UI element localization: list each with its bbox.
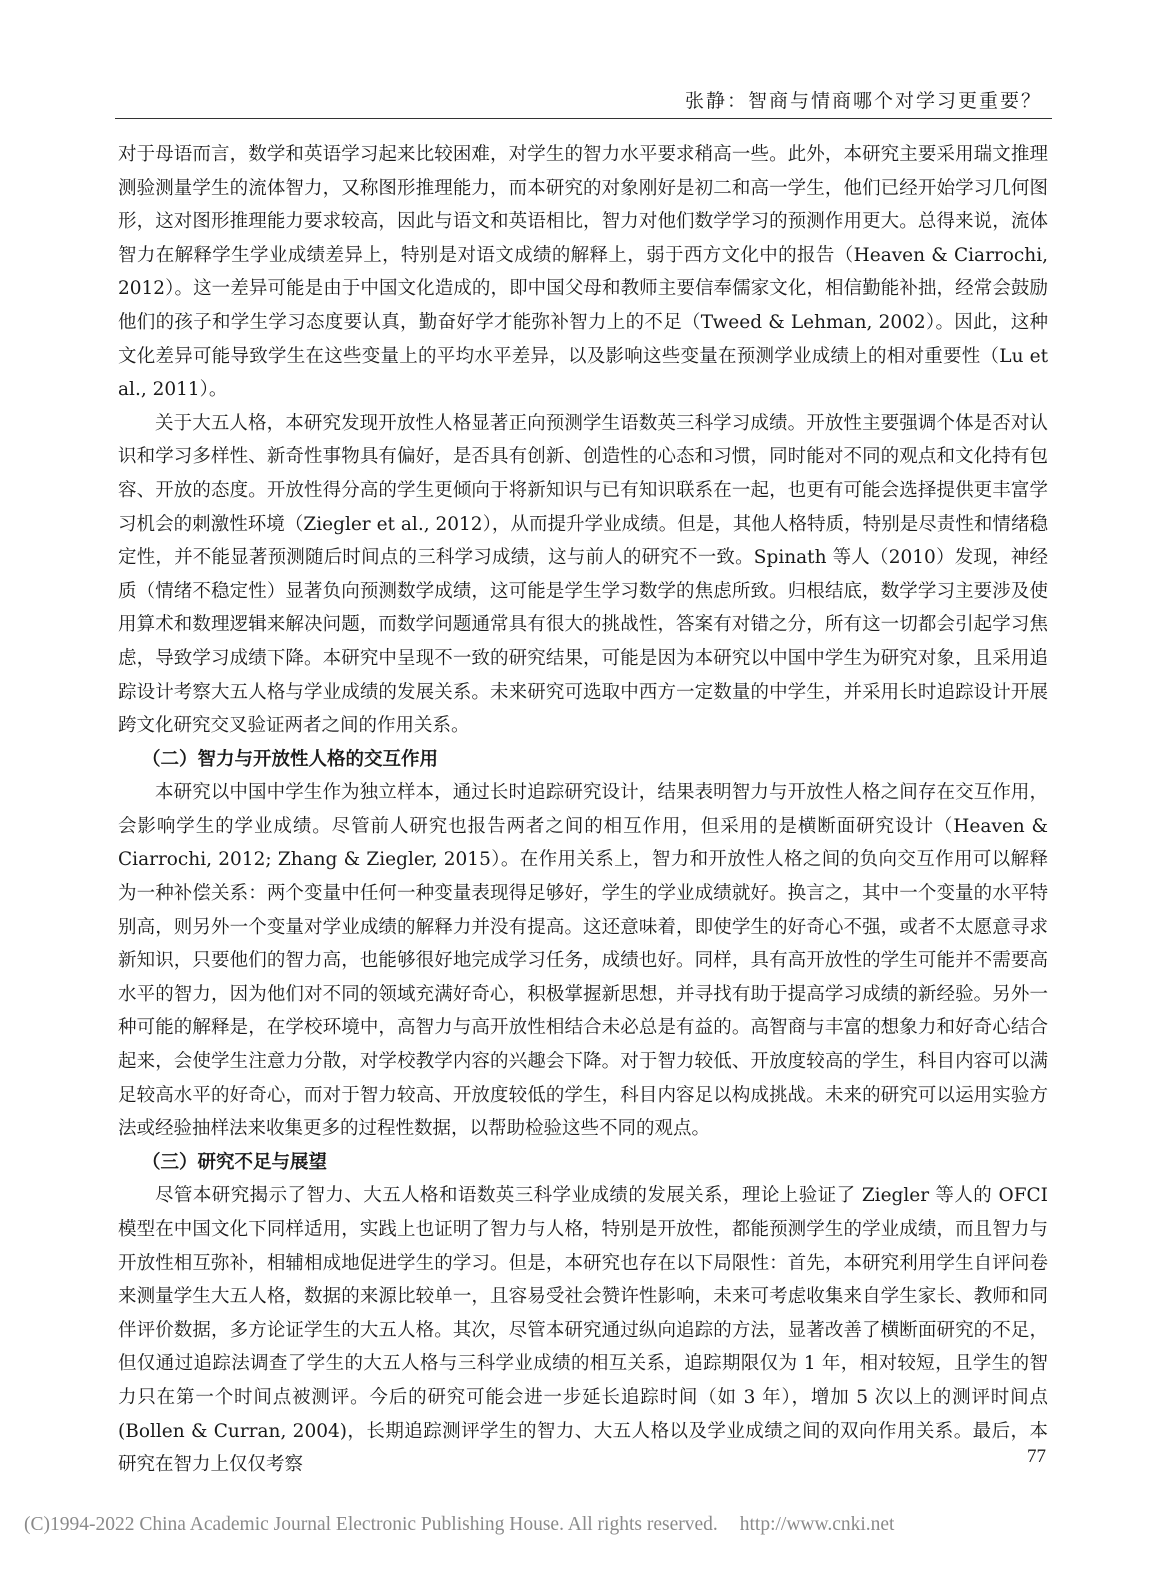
copyright-text: (C)1994-2022 China Academic Journal Electronic Publishing House. All rights reserved.: [24, 1514, 718, 1535]
running-header: 张静：智商与情商哪个对学习更重要？: [684, 90, 1042, 112]
header-divider: [115, 118, 1052, 119]
paragraph-3: 本研究以中国中学生作为独立样本，通过长时追踪研究设计，结果表明智力与开放性人格之间存在交互作用，会影响学生的学业成绩。尽管前人研究也报告两者之间的相互作用，但采用的是横断面研究设计（Heaven & Ciarrochi, 2012; Zhang & Ziegler, 2015）。在作用关系上，智力和开放性人格之间的负向交互作用可以解释为一种补偿关系：两个变量中任何一种变量表现得足够好，学生的学业成绩就好。换言之，其中一个变量的水平特别高，则另外一个变量对学业成绩的解释力并没有提高。这还意味着，即使学生的好奇心不强，或者不太愿意寻求新知识，只要他们的智力高，也能够很好地完成学习任务，成绩也好。同样，具有高开放性的学生可能并不需要高水平的智力，因为他们对不同的领域充满好奇心，积极掌握新思想，并寻找有助于提高学习成绩的新经验。另外一种可能的解释是，在学校环境中，高智力与高开放性相结合未必总是有益的。高智商与丰富的想象力和好奇心结合起来，会使学生注意力分散，对学校教学内容的兴趣会下降。对于智力较低、开放度较高的学生，科目内容可以满足较高水平的好奇心，而对于智力较高、开放度较低的学生，科目内容足以构成挑战。未来的研究可以运用实验方法或经验抽样法来收集更多的过程性数据，以帮助检验这些不同的观点。: [118, 782, 1048, 1140]
page-number: 77: [1027, 1446, 1046, 1467]
article-body: [118, 138, 1048, 1482]
section-heading-3: （三）研究不足与展望: [142, 1151, 328, 1173]
section-heading-2: （二）智力与开放性人格的交互作用: [142, 748, 439, 770]
paragraph-4: 尽管本研究揭示了智力、大五人格和语数英三科学业成绩的发展关系，理论上验证了 Ziegler 等人的 OFCI 模型在中国文化下同样适用，实践上也证明了智力与人格，特别是开放性，都能预测学生的学业成绩，而且智力与开放性相互弥补，相辅相成地促进学生的学习。但是，本研究也存在以下局限性：首先，本研究利用学生自评问卷来测量学生大五人格，数据的来源比较单一，且容易受社会赞许性影响，未来可考虑收集来自学生家长、教师和同伴评价数据，多方论证学生的大五人格。其次，尽管本研究通过纵向追踪的方法，显著改善了横断面研究的不足，但仅通过追踪法调查了学生的大五人格与三科学业成绩的相互关系，追踪期限仅为 1 年，相对较短，且学生的智力只在第一个时间点被测评。今后的研究可能会进一步延长追踪时间（如 3 年），增加 5 次以上的测评时间点 (Bollen & Curran, 2004)，长期追踪测评学生的智力、大五人格以及学业成绩之间的双向作用关系。最后，本研究在智力上仅仅考察: [118, 1185, 1048, 1476]
paragraph-1: 对于母语而言，数学和英语学习起来比较困难，对学生的智力水平要求稍高一些。此外，本研究主要采用瑞文推理测验测量学生的流体智力，又称图形推理能力，而本研究的对象刚好是初二和高一学生，他们已经开始学习几何图形，这对图形推理能力要求较高，因此与语文和英语相比，智力对他们数学学习的预测作用更大。总得来说，流体智力在解释学生学业成绩差异上，特别是对语文成绩的解释上，弱于西方文化中的报告（Heaven & Ciarrochi, 2012）。这一差异可能是由于中国文化造成的，即中国父母和教师主要信奉儒家文化，相信勤能补拙，经常会鼓励他们的孩子和学生学习态度要认真，勤奋好学才能弥补智力上的不足（Tweed & Lehman, 2002）。因此，这种文化差异可能导致学生在这些变量上的平均水平差异，以及影响这些变量在预测学业成绩上的相对重要性（Lu et al., 2011）。: [118, 144, 1048, 401]
footer-url[interactable]: http://www.cnki.net: [739, 1514, 895, 1535]
copyright-footer: [24, 1514, 894, 1536]
paragraph-2: 关于大五人格，本研究发现开放性人格显著正向预测学生语数英三科学习成绩。开放性主要强调个体是否对认识和学习多样性、新奇性事物具有偏好，是否具有创新、创造性的心态和习惯，同时能对不同的观点和文化持有包容、开放的态度。开放性得分高的学生更倾向于将新知识与已有知识联系在一起，也更有可能会选择提供更丰富学习机会的刺激性环境（Ziegler et al., 2012），从而提升学业成绩。但是，其他人格特质，特别是尽责性和情绪稳定性，并不能显著预测随后时间点的三科学习成绩，这与前人的研究不一致。Spinath 等人（2010）发现，神经质（情绪不稳定性）显著负向预测数学成绩，这可能是学生学习数学的焦虑所致。归根结底，数学学习主要涉及使用算术和数理逻辑来解决问题，而数学问题通常具有很大的挑战性，答案有对错之分，所有这一切都会引起学习焦虑，导致学习成绩下降。本研究中呈现不一致的研究结果，可能是因为本研究以中国中学生为研究对象，且采用追踪设计考察大五人格与学业成绩的发展关系。未来研究可选取中西方一定数量的中学生，并采用长时追踪设计开展跨文化研究交叉验证两者之间的作用关系。: [118, 412, 1048, 737]
